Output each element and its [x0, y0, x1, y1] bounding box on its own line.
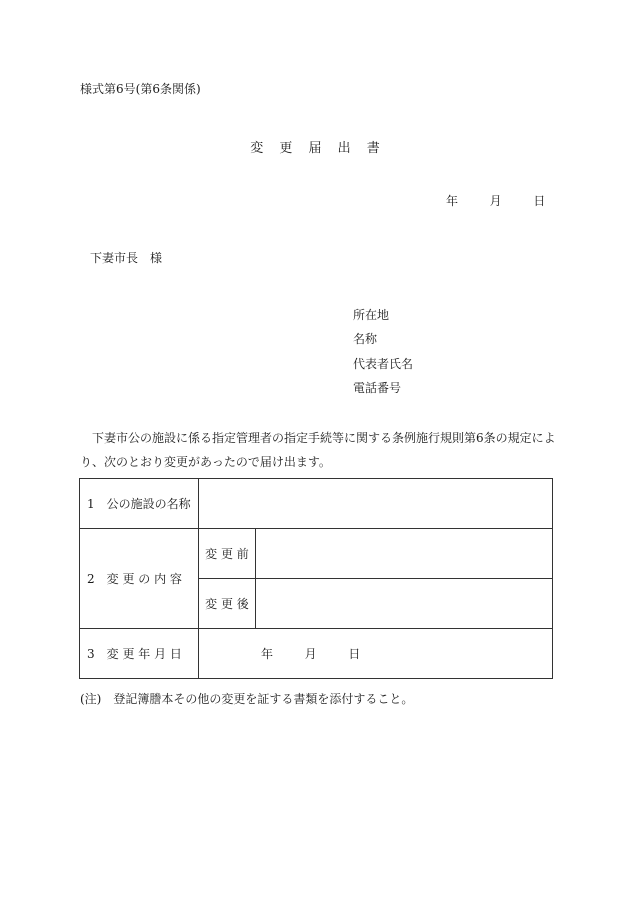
applicant-representative-label: 代表者氏名 — [353, 357, 414, 371]
change-date-label: 3 変 更 年 月 日 — [80, 629, 199, 679]
table-row — [80, 629, 553, 679]
table-row — [80, 479, 553, 529]
change-date-day: 日 — [348, 647, 361, 661]
addressee: 下妻市長 様 — [90, 251, 163, 265]
submission-date — [446, 192, 545, 209]
date-day-label: 日 — [533, 194, 546, 208]
before-change-label: 変 更 前 — [199, 529, 256, 579]
applicant-address-label: 所在地 — [353, 308, 390, 322]
change-date-month: 月 — [304, 647, 317, 661]
table-row — [80, 529, 553, 579]
change-date-field[interactable] — [199, 629, 553, 679]
facility-name-field[interactable] — [199, 479, 553, 529]
after-change-label: 変 更 後 — [199, 579, 256, 629]
date-year-label: 年 — [446, 194, 459, 208]
before-change-field[interactable] — [256, 529, 553, 579]
form-number: 様式第6号(第6条関係) — [80, 82, 201, 96]
change-table — [79, 478, 553, 679]
facility-name-label: 1 公の施設の名称 — [80, 479, 199, 529]
after-change-field[interactable] — [256, 579, 553, 629]
change-content-label: 2 変 更 の 内 容 — [80, 529, 199, 629]
applicant-name-label: 名称 — [353, 332, 378, 346]
applicant-phone-label: 電話番号 — [353, 381, 402, 395]
document-title: 変 更 届 出 書 — [250, 141, 386, 156]
date-month-label: 月 — [489, 194, 502, 208]
change-date-year: 年 — [261, 647, 274, 661]
note: (注) 登記簿謄本その他の変更を証する書類を添付すること。 — [80, 692, 414, 706]
body-text: 下妻市公の施設に係る指定管理者の指定手続等に関する条例施行規則第6条の規定により、次のとおり変更があったので届け出ます。 — [80, 431, 556, 469]
